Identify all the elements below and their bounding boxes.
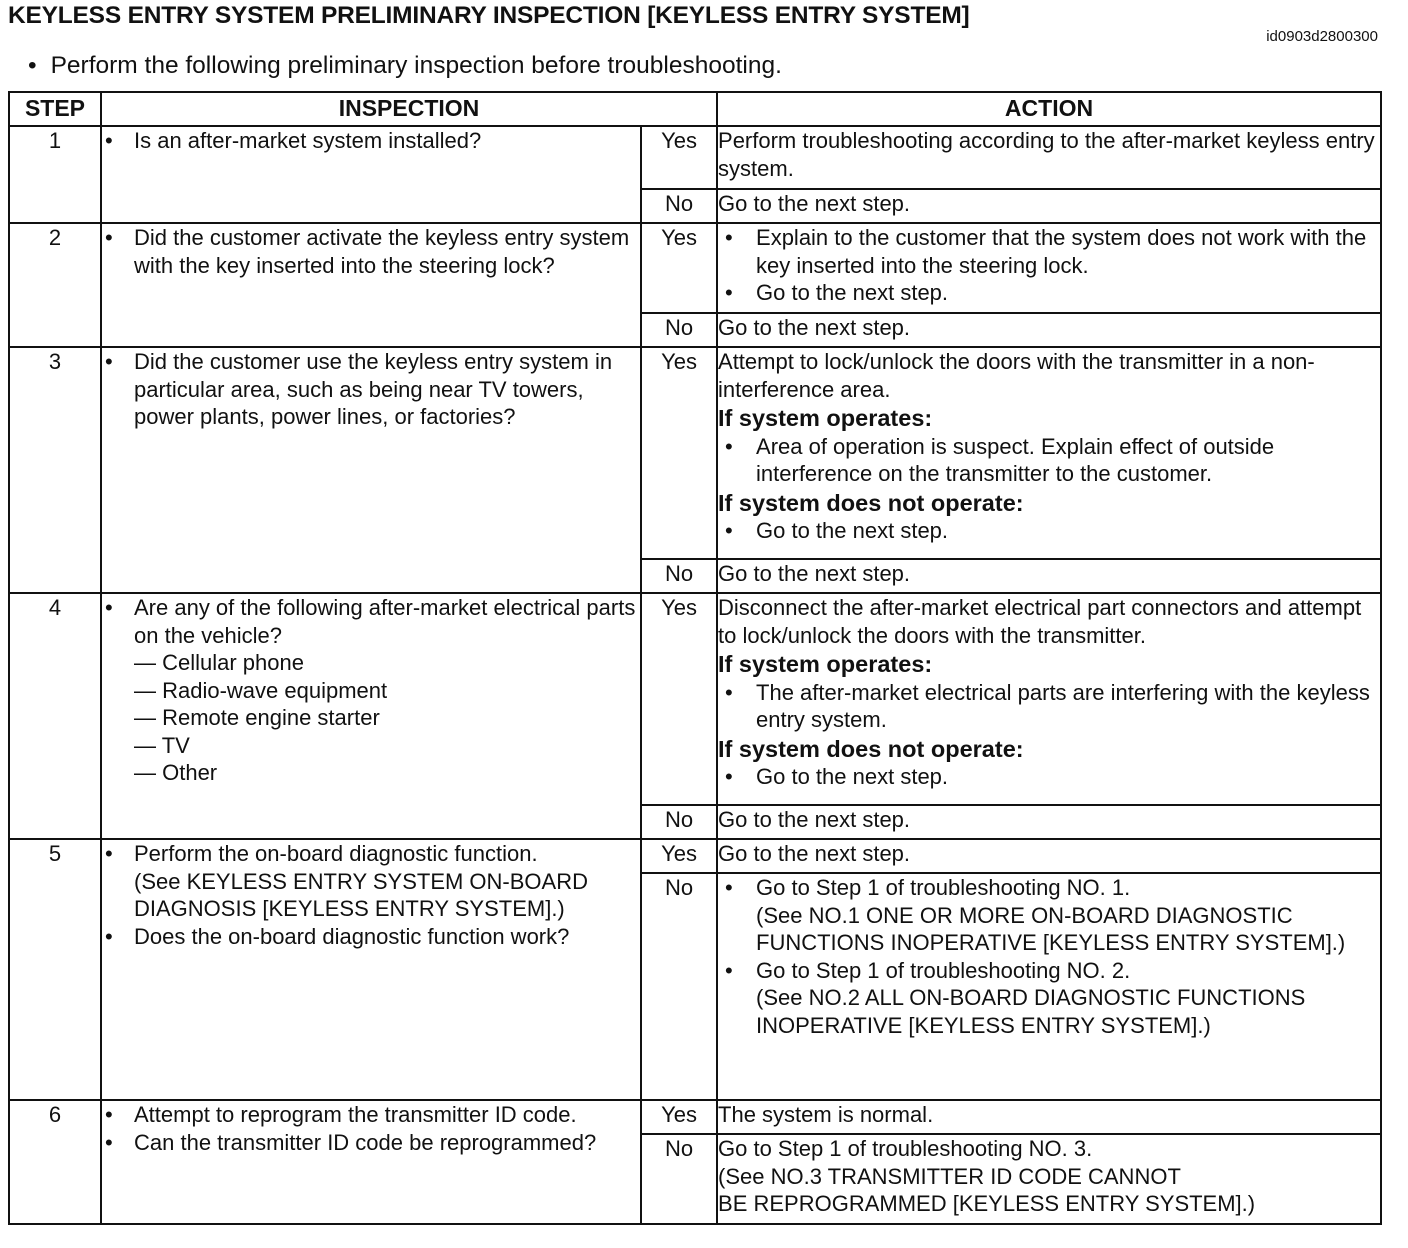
yes-label: Yes bbox=[641, 126, 717, 189]
action-cell bbox=[717, 347, 1381, 559]
action-item: • The after-market electrical parts are interfering with the keyless entry system. bbox=[718, 679, 1380, 734]
document-id: id0903d2800300 bbox=[1266, 28, 1378, 45]
no-label: No bbox=[641, 559, 717, 593]
table-row bbox=[9, 126, 1381, 189]
table-row bbox=[9, 223, 1381, 313]
condition-heading: If system operates: bbox=[718, 405, 933, 431]
action-cell bbox=[717, 593, 1381, 805]
part-item: — Cellular phone bbox=[134, 650, 304, 675]
table-row bbox=[9, 1100, 1381, 1134]
inspection-cell bbox=[101, 593, 641, 839]
yes-label: Yes bbox=[641, 347, 717, 559]
inspection-item: • Can the transmitter ID code be reprogrammed? bbox=[102, 1129, 640, 1157]
action-item: • Explain to the customer that the system does not work with the key inserted into the steering lock. bbox=[718, 224, 1380, 279]
inspection-cell bbox=[101, 126, 641, 223]
no-label: No bbox=[641, 805, 717, 839]
action-cell: Go to the next step. bbox=[717, 559, 1381, 593]
table-row bbox=[9, 593, 1381, 805]
intro-note bbox=[28, 52, 782, 80]
intro-text: Perform the following preliminary inspection before troubleshooting. bbox=[50, 52, 782, 79]
action-reference: (See NO.3 TRANSMITTER ID CODE CANNOT bbox=[718, 1163, 1181, 1189]
part-item: — Radio-wave equipment bbox=[134, 677, 388, 703]
step-number: 5 bbox=[9, 839, 101, 1100]
no-label: No bbox=[641, 313, 717, 347]
step-number: 6 bbox=[9, 1100, 101, 1224]
action-item: • Go to the next step. bbox=[718, 763, 1380, 791]
inspection-item bbox=[102, 594, 640, 787]
action-item: • Go to the next step. bbox=[718, 279, 1380, 307]
condition-heading: If system does not operate: bbox=[718, 735, 1024, 762]
yes-label: Yes bbox=[641, 593, 717, 805]
action-item: • Area of operation is suspect. Explain effect of outside interference on the transmitter to the customer. bbox=[718, 433, 1380, 488]
inspection-item: • Did the customer use the keyless entry system in particular area, such as being near TV towers, power plants, power lines, or factories? bbox=[102, 348, 640, 431]
step-number: 1 bbox=[9, 126, 101, 223]
inspection-cell bbox=[101, 1100, 641, 1224]
table-header-row bbox=[9, 92, 1381, 126]
action-item bbox=[718, 957, 1380, 1040]
action-cell: Go to the next step. bbox=[717, 839, 1381, 873]
inspection-lead: • Are any of the following after-market electrical parts on the vehicle? bbox=[134, 595, 636, 648]
inspection-table bbox=[8, 91, 1382, 1225]
no-label: No bbox=[641, 873, 717, 1100]
action-text: Go to Step 1 of troubleshooting NO. 3. bbox=[718, 1136, 1093, 1161]
action-cell: Perform troubleshooting according to the after-market keyless entry system. bbox=[717, 126, 1381, 189]
table-row bbox=[9, 839, 1381, 873]
condition-heading: If system does not operate: bbox=[718, 489, 1024, 516]
inspection-text: • Perform the on-board diagnostic function. bbox=[134, 841, 538, 866]
header-step: STEP bbox=[9, 92, 101, 126]
part-item: — TV bbox=[134, 732, 190, 758]
no-label: No bbox=[641, 189, 717, 223]
action-cell bbox=[717, 873, 1381, 1100]
step-number: 2 bbox=[9, 223, 101, 347]
part-item: — Other bbox=[134, 760, 218, 785]
action-cell bbox=[717, 1134, 1381, 1224]
action-reference: (See NO.2 ALL ON-BOARD DIAGNOSTIC FUNCTIONS INOPERATIVE [KEYLESS ENTRY SYSTEM].) bbox=[756, 985, 1306, 1038]
no-label: No bbox=[641, 1134, 717, 1224]
step-number: 4 bbox=[9, 593, 101, 839]
action-text: Attempt to lock/unlock the doors with the transmitter in a non-interference area. bbox=[718, 349, 1315, 402]
action-text: Disconnect the after-market electrical part connectors and attempt to lock/unlock the doors with the transmitter. bbox=[718, 595, 1362, 648]
inspection-item: • Did the customer activate the keyless entry system with the key inserted into the steering lock? bbox=[102, 224, 640, 279]
action-reference: BE REPROGRAMMED [KEYLESS ENTRY SYSTEM].) bbox=[718, 1191, 1256, 1216]
inspection-cell bbox=[101, 223, 641, 347]
yes-label: Yes bbox=[641, 223, 717, 313]
action-cell: The system is normal. bbox=[717, 1100, 1381, 1134]
action-cell: Go to the next step. bbox=[717, 313, 1381, 347]
action-reference: (See NO.1 ONE OR MORE ON-BOARD DIAGNOSTIC FUNCTIONS INOPERATIVE [KEYLESS ENTRY SYSTEM].) bbox=[756, 902, 1346, 955]
action-cell bbox=[717, 223, 1381, 313]
condition-heading: If system operates: bbox=[718, 651, 933, 677]
page-title: KEYLESS ENTRY SYSTEM PRELIMINARY INSPECTION [KEYLESS ENTRY SYSTEM] bbox=[8, 2, 970, 29]
inspection-cell bbox=[101, 839, 641, 1100]
bullet-icon: • bbox=[28, 52, 37, 79]
part-item: — Remote engine starter bbox=[134, 705, 380, 730]
action-item: • Go to the next step. bbox=[718, 517, 1380, 545]
inspection-item: • Attempt to reprogram the transmitter ID code. bbox=[102, 1101, 640, 1129]
action-text: • Go to Step 1 of troubleshooting NO. 2. bbox=[756, 957, 1131, 983]
step-number: 3 bbox=[9, 347, 101, 593]
table-row bbox=[9, 347, 1381, 559]
header-inspection: INSPECTION bbox=[101, 92, 717, 126]
inspection-reference: (See KEYLESS ENTRY SYSTEM ON-BOARD DIAGNOSIS [KEYLESS ENTRY SYSTEM].) bbox=[134, 868, 588, 921]
action-item bbox=[718, 874, 1380, 957]
inspection-item: • Is an after-market system installed? bbox=[102, 127, 640, 155]
yes-label: Yes bbox=[641, 839, 717, 873]
action-cell: Go to the next step. bbox=[717, 805, 1381, 839]
action-text: • Go to Step 1 of troubleshooting NO. 1. bbox=[756, 875, 1131, 900]
inspection-cell bbox=[101, 347, 641, 593]
inspection-item: • Does the on-board diagnostic function work? bbox=[102, 923, 640, 951]
yes-label: Yes bbox=[641, 1100, 717, 1134]
action-cell: Go to the next step. bbox=[717, 189, 1381, 223]
header-action: ACTION bbox=[717, 92, 1381, 126]
inspection-item bbox=[102, 840, 640, 923]
